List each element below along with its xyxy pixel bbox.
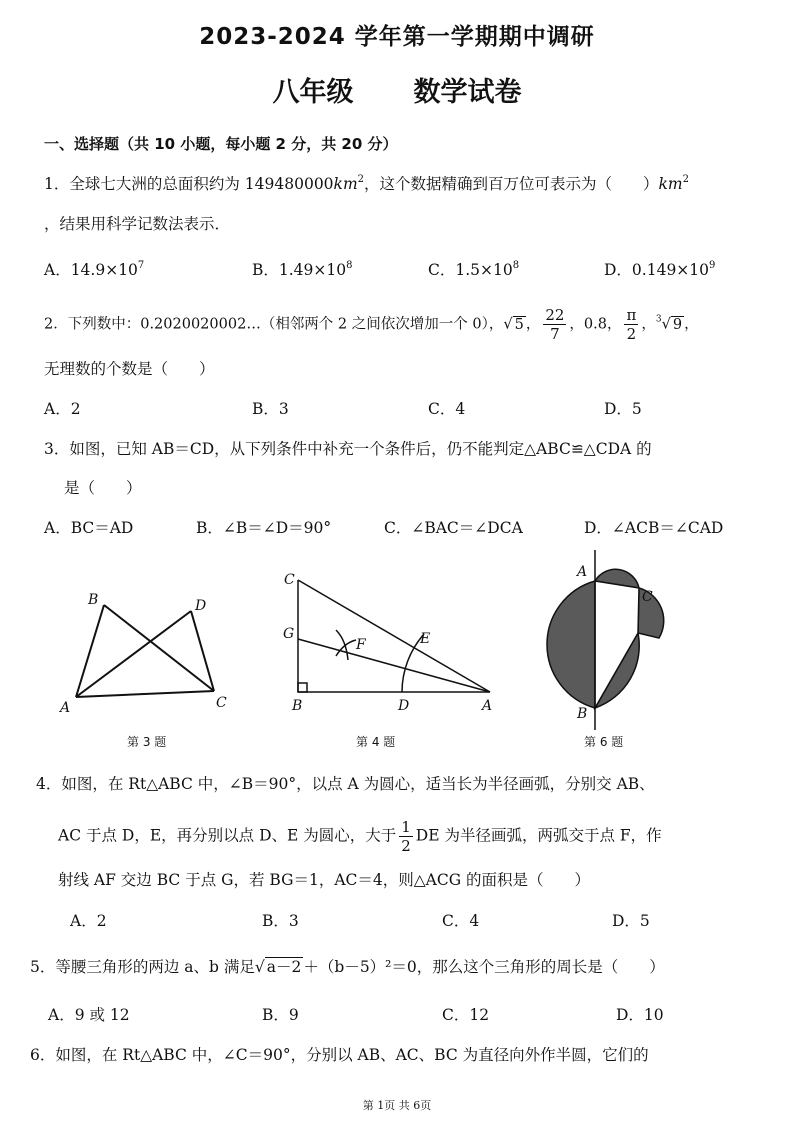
q4-option-d: D．5: [612, 912, 650, 930]
fig4-caption: 第 4 题: [356, 735, 396, 749]
question-4-stem-cont2: 射线 AF 交边 BC 于点 G，若 BG＝1，AC＝4，则△ACG 的面积是（ ）: [58, 871, 591, 889]
figure-3: [52, 588, 242, 718]
q5-option-a: A．9 或 12: [48, 1006, 130, 1024]
question-3-stem-cont: 是（ ）: [64, 479, 142, 497]
q2-text-a: 2．下列数中：0.2020020002…（相邻两个 2 之间依次增加一个 0），: [44, 316, 504, 333]
q4-option-b: B．3: [262, 912, 299, 930]
q2-option-d: D．5: [604, 400, 642, 418]
q1-unit-2: km: [658, 175, 683, 193]
page-footer: 第 1页 共 6页: [362, 1099, 432, 1112]
q5-text-b: ＋（b－5）²＝0，那么这个三角形的周长是（ ）: [303, 958, 665, 976]
q3-option-c: C．∠BAC＝∠DCA: [384, 519, 523, 537]
figure-6: [525, 548, 675, 733]
q3-option-b: B．∠B＝∠D＝90°: [196, 519, 332, 537]
figure-4: [278, 568, 508, 718]
q2-option-b: B．3: [252, 400, 289, 418]
q1-unit-exp-2: 2: [682, 174, 689, 185]
q4-text-b2: DE 为半径画弧，两弧交于点 F，作: [415, 826, 662, 845]
question-6-stem: 6．如图，在 Rt△ABC 中，∠C＝90°，分别以 AB、AC、BC 为直径向外作半圆，它们的: [30, 1046, 649, 1064]
q4-frac-half: $\frac{1}{2}$: [401, 818, 411, 855]
q1-option-d: D．$0.149\times 10^9$: [604, 260, 716, 279]
q1-text-b: ，这个数据精确到百万位可表示为（ ）: [364, 175, 659, 193]
q3-option-a: A．BC＝AD: [44, 519, 134, 537]
fig6-label-b: B: [577, 706, 588, 722]
q2-sqrt5: 5: [514, 316, 524, 333]
q4-option-c: C．4: [442, 912, 480, 930]
question-5-stem: 5．等腰三角形的两边 a、b 满足√ a－2 ＋（b－5）²＝0，那么这个三角形的周长是（ ）: [30, 958, 665, 976]
q5-option-c: C．12: [442, 1006, 490, 1024]
fig3-label-c: C: [216, 695, 227, 711]
question-4-stem: 4．如图，在 Rt△ABC 中，∠B＝90°，以点 A 为圆心，适当长为半径画弧，分别交 AB、: [36, 775, 655, 793]
fig3-caption: 第 3 题: [127, 735, 167, 749]
fig3-label-b: B: [88, 592, 99, 608]
question-4-stem-cont: [58, 818, 662, 855]
q1-unit: km: [333, 175, 358, 193]
subject-label: 数学试卷: [413, 77, 522, 108]
fig4-label-g: G: [283, 626, 295, 642]
fig4-label-f: F: [356, 637, 366, 653]
fig6-label-a: A: [577, 564, 588, 580]
q2-cbrt-index: 3: [655, 314, 662, 325]
q5-option-d: D．10: [616, 1006, 664, 1024]
q1-unit-exp: 2: [357, 174, 365, 185]
question-1-stem-cont: ，结果用科学记数法表示．: [44, 215, 231, 233]
q4-option-a: A．2: [70, 912, 107, 930]
q2-option-c: C．4: [428, 400, 466, 418]
exam-subtitle: [0, 70, 794, 109]
q1-option-c: C．$1.5\times 10^8$: [428, 260, 520, 279]
fig4-label-a: A: [482, 698, 493, 714]
fig4-label-b: B: [292, 698, 303, 714]
q2-option-a: A．2: [44, 400, 81, 418]
fig6-caption: 第 6 题: [584, 735, 624, 749]
fig4-label-c: C: [284, 572, 295, 588]
q1-text-a: 1．全球七大洲的总面积约为 149480000: [44, 175, 334, 193]
q5-text-a: 5．等腰三角形的两边 a、b 满足: [30, 958, 255, 976]
question-1-stem: [44, 172, 689, 194]
question-2-stem-cont: 无理数的个数是（ ）: [44, 360, 215, 378]
fig3-label-d: D: [195, 598, 207, 614]
q2-frac-22-7: $\frac{22}{7}$: [545, 306, 565, 343]
q1-option-b: B．$1.49\times 10^8$: [252, 260, 353, 279]
q2-cbrt-value: 9: [672, 316, 683, 333]
q4-text-b1: AC 于点 D，E，再分别以点 D、E 为圆心，大于: [58, 826, 397, 845]
q1-option-a: A．$14.9\times 10^7$: [44, 260, 145, 279]
fig4-label-d: D: [398, 698, 410, 714]
q5-option-b: B．9: [262, 1006, 299, 1024]
grade-label: 八年级: [272, 77, 354, 108]
fig4-label-e: E: [420, 631, 431, 647]
section-heading: 一、选择题（共 10 小题，每小题 2 分，共 20 分）: [44, 135, 398, 153]
q2-frac-pi-2: $\frac{\pi}{2}$: [626, 306, 637, 343]
q5-radicand: a－2: [266, 958, 302, 976]
q3-option-d: D．∠ACB＝∠CAD: [584, 519, 724, 537]
fig6-label-c: C: [642, 589, 653, 605]
fig3-label-a: A: [60, 700, 71, 716]
question-3-stem: 3．如图，已知 AB＝CD，从下列条件中补充一个条件后，仍不能判定△ABC≌△CDA 的: [44, 440, 652, 458]
question-2-stem: 2．下列数中：0.2020020002…（相邻两个 2 之间依次增加一个 0），√ 5 ， $\frac{22}{7}$ ，0.8， $\frac{\pi}{2}$ ，$^3$√ 9 ，: [44, 306, 699, 343]
exam-title: 2023-2024 学年第一学期期中调研: [199, 24, 595, 50]
q2-repeating-decimal: 0.8: [583, 316, 607, 333]
